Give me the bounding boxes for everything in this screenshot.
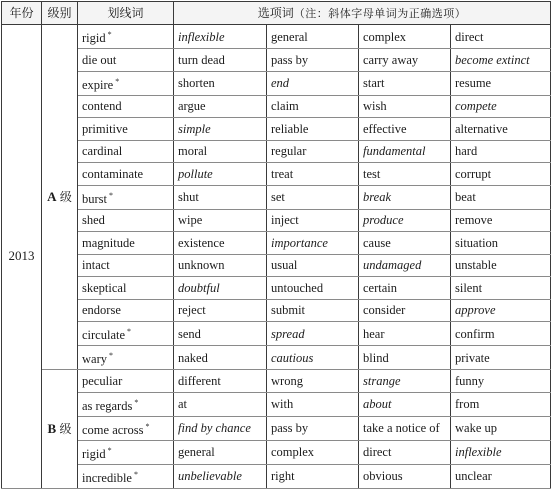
header-word: 划线词 xyxy=(78,2,174,25)
option: private xyxy=(451,346,551,370)
star-mark: * xyxy=(145,421,150,431)
option: direct xyxy=(451,25,551,49)
table-row xyxy=(2,464,551,488)
level-cell xyxy=(42,25,78,370)
table-row xyxy=(2,71,551,95)
header-row xyxy=(2,2,551,25)
table-row xyxy=(2,49,551,72)
level-suffix: 级 xyxy=(59,190,72,204)
option: unknown xyxy=(174,254,267,277)
year-cell: 2013 xyxy=(2,25,42,489)
underlined-word-cell xyxy=(78,322,174,346)
header-level: 级别 xyxy=(42,2,78,25)
option: untouched xyxy=(267,277,359,300)
option: different xyxy=(174,370,267,393)
underlined-word: contend xyxy=(82,99,122,114)
option-correct: inflexible xyxy=(174,25,267,49)
table-row xyxy=(2,416,551,440)
option: unclear xyxy=(451,464,551,488)
level-cell xyxy=(42,370,78,489)
table-row xyxy=(2,254,551,277)
option: wipe xyxy=(174,209,267,232)
option: complex xyxy=(359,25,451,49)
underlined-word: contaminate xyxy=(82,166,144,181)
option: general xyxy=(174,440,267,464)
option: resume xyxy=(451,71,551,95)
option-correct: produce xyxy=(359,209,451,232)
table-row xyxy=(2,440,551,464)
underlined-word: shed xyxy=(82,213,105,228)
option: existence xyxy=(174,232,267,255)
underlined-word-cell xyxy=(78,140,174,163)
option: obvious xyxy=(359,464,451,488)
option: reject xyxy=(174,299,267,322)
option: corrupt xyxy=(451,163,551,186)
underlined-word-cell xyxy=(78,440,174,464)
header-options-label: 选项词 xyxy=(257,5,294,20)
underlined-word-cell xyxy=(78,416,174,440)
option: general xyxy=(267,25,359,49)
table-row xyxy=(2,392,551,416)
option: shut xyxy=(174,185,267,209)
option: remove xyxy=(451,209,551,232)
underlined-word: intact xyxy=(82,258,110,273)
option-correct: spread xyxy=(267,322,359,346)
star-mark: * xyxy=(115,76,120,86)
vocabulary-table xyxy=(1,1,551,489)
underlined-word: peculiar xyxy=(82,373,123,388)
option: at xyxy=(174,392,267,416)
option-correct: unbelievable xyxy=(174,464,267,488)
underlined-word-cell xyxy=(78,392,174,416)
underlined-word-cell xyxy=(78,299,174,322)
underlined-word: burst xyxy=(82,191,107,206)
option: pass by xyxy=(267,416,359,440)
underlined-word: circulate xyxy=(82,328,126,342)
option-correct: fundamental xyxy=(359,140,451,163)
table-body xyxy=(2,25,551,489)
table-row xyxy=(2,346,551,370)
option-correct: pollute xyxy=(174,163,267,186)
underlined-word-cell xyxy=(78,346,174,370)
option: complex xyxy=(267,440,359,464)
option: direct xyxy=(359,440,451,464)
option-correct: end xyxy=(267,71,359,95)
option-correct: approve xyxy=(451,299,551,322)
underlined-word-cell xyxy=(78,49,174,72)
option-correct: doubtful xyxy=(174,277,267,300)
underlined-word-cell xyxy=(78,464,174,488)
header-year: 年份 xyxy=(2,2,42,25)
option: start xyxy=(359,71,451,95)
star-mark: * xyxy=(109,351,113,360)
underlined-word: die out xyxy=(82,52,117,67)
option: from xyxy=(451,392,551,416)
level-suffix: 级 xyxy=(59,421,72,436)
underlined-word: incredible xyxy=(82,470,132,485)
table-row xyxy=(2,185,551,209)
option-correct: become extinct xyxy=(451,49,551,72)
option: pass by xyxy=(267,49,359,72)
star-mark: * xyxy=(109,190,113,200)
table-row xyxy=(2,232,551,255)
underlined-word: endorse xyxy=(82,303,121,318)
underlined-word: wary xyxy=(82,352,107,366)
table-row xyxy=(2,209,551,232)
option-correct: simple xyxy=(174,118,267,141)
table-row xyxy=(2,25,551,49)
option-correct: undamaged xyxy=(359,254,451,277)
underlined-word: cardinal xyxy=(82,144,123,159)
option: certain xyxy=(359,277,451,300)
option: blind xyxy=(359,346,451,370)
level-letter: B xyxy=(47,420,57,436)
option: set xyxy=(267,185,359,209)
option: beat xyxy=(451,185,551,209)
option: funny xyxy=(451,370,551,393)
option: hard xyxy=(451,140,551,163)
star-mark: * xyxy=(107,30,112,39)
option-correct: compete xyxy=(451,95,551,118)
underlined-word: skeptical xyxy=(82,280,127,295)
underlined-word: come across xyxy=(82,422,144,437)
underlined-word-cell xyxy=(78,71,174,95)
option: carry away xyxy=(359,49,451,72)
underlined-word-cell xyxy=(78,209,174,232)
option: send xyxy=(174,322,267,346)
star-mark: * xyxy=(134,397,139,407)
star-mark: * xyxy=(133,469,138,479)
option: take a notice of xyxy=(359,416,451,440)
option: consider xyxy=(359,299,451,322)
option-correct: break xyxy=(359,185,451,209)
option-correct: find by chance xyxy=(174,416,267,440)
option: reliable xyxy=(267,118,359,141)
option: effective xyxy=(359,118,451,141)
underlined-word: rigid xyxy=(82,446,106,461)
option: argue xyxy=(174,95,267,118)
option: moral xyxy=(174,140,267,163)
table-row xyxy=(2,163,551,186)
option: shorten xyxy=(174,71,267,95)
table-row xyxy=(2,95,551,118)
underlined-word-cell xyxy=(78,25,174,49)
underlined-word: rigid xyxy=(82,31,106,45)
option-correct: strange xyxy=(359,370,451,393)
star-mark: * xyxy=(107,445,112,455)
table-row xyxy=(2,370,551,393)
underlined-word: primitive xyxy=(82,121,128,136)
option: turn dead xyxy=(174,49,267,72)
option: hear xyxy=(359,322,451,346)
level-letter: A xyxy=(47,189,57,204)
option: inject xyxy=(267,209,359,232)
option: regular xyxy=(267,140,359,163)
table-row xyxy=(2,277,551,300)
option-correct: importance xyxy=(267,232,359,255)
option: with xyxy=(267,392,359,416)
option: right xyxy=(267,464,359,488)
option: wake up xyxy=(451,416,551,440)
option: naked xyxy=(174,346,267,370)
table-row xyxy=(2,140,551,163)
header-options xyxy=(174,2,551,25)
header-options-note: （注：斜体字母单词为正确选项） xyxy=(293,6,467,20)
option: treat xyxy=(267,163,359,186)
option: unstable xyxy=(451,254,551,277)
option: confirm xyxy=(451,322,551,346)
option: situation xyxy=(451,232,551,255)
option: silent xyxy=(451,277,551,300)
underlined-word: expire xyxy=(82,77,114,92)
option-correct: inflexible xyxy=(451,440,551,464)
underlined-word: magnitude xyxy=(82,235,135,250)
star-mark: * xyxy=(127,327,132,336)
option-correct: about xyxy=(359,392,451,416)
table-row xyxy=(2,299,551,322)
underlined-word: as regards xyxy=(82,398,133,413)
underlined-word-cell xyxy=(78,163,174,186)
underlined-word-cell xyxy=(78,95,174,118)
underlined-word-cell xyxy=(78,185,174,209)
option: claim xyxy=(267,95,359,118)
underlined-word-cell xyxy=(78,370,174,393)
option-correct: cautious xyxy=(267,346,359,370)
option: test xyxy=(359,163,451,186)
option: submit xyxy=(267,299,359,322)
underlined-word-cell xyxy=(78,118,174,141)
underlined-word-cell xyxy=(78,232,174,255)
underlined-word-cell xyxy=(78,277,174,300)
table-row xyxy=(2,322,551,346)
option: cause xyxy=(359,232,451,255)
option: wish xyxy=(359,95,451,118)
option: wrong xyxy=(267,370,359,393)
underlined-word-cell xyxy=(78,254,174,277)
table-row xyxy=(2,118,551,141)
option: alternative xyxy=(451,118,551,141)
option: usual xyxy=(267,254,359,277)
vocabulary-table-page xyxy=(1,1,551,485)
